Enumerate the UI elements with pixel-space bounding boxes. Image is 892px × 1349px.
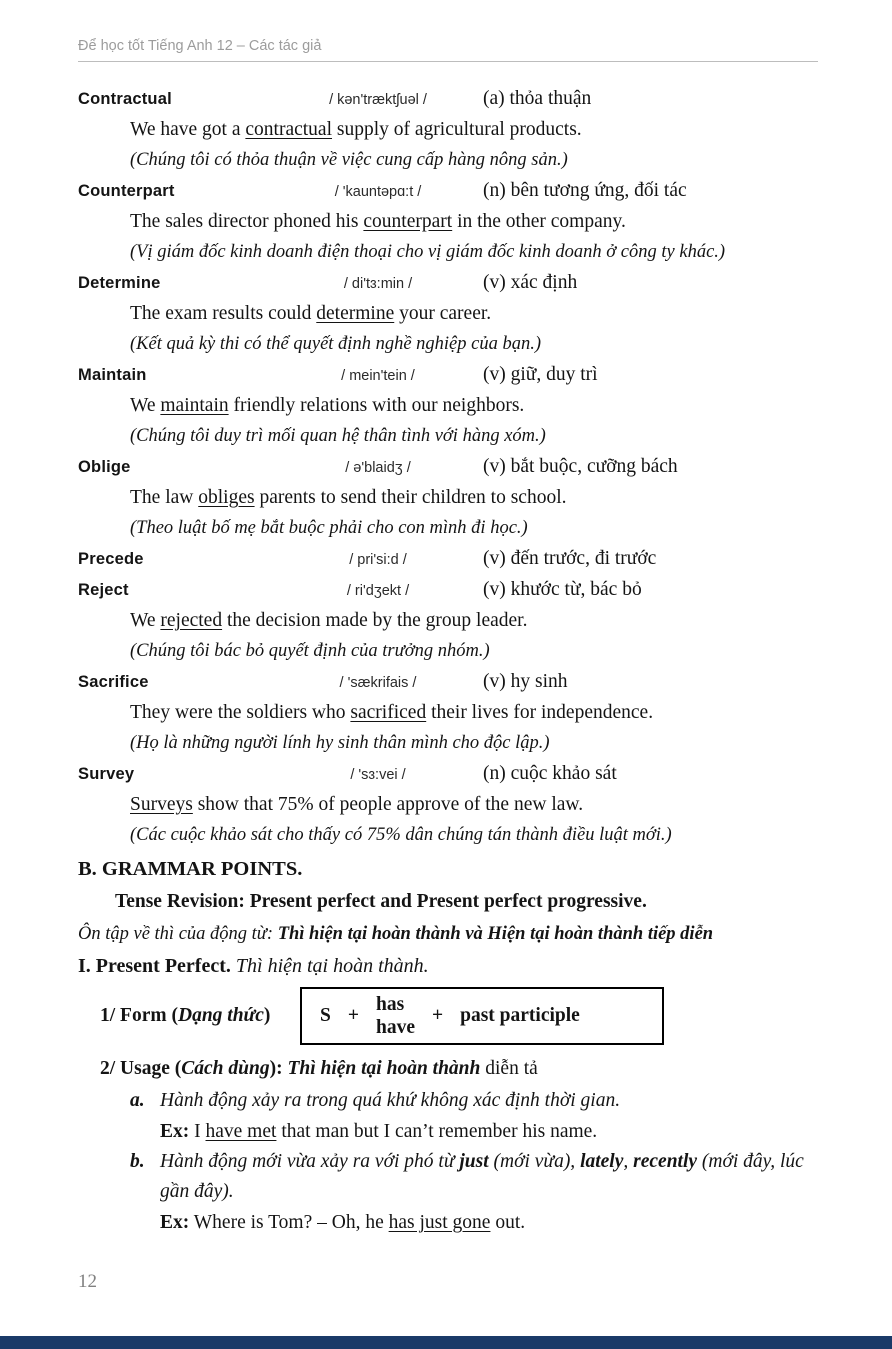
- vocab-example: [78, 790, 818, 820]
- vocab-meaning: (v) khước từ, bác bỏ: [483, 579, 642, 600]
- item-b-seg: (mới đây, lúc gần đây).: [160, 1151, 804, 1202]
- vocab-translation: (Chúng tôi bác bỏ quyết định của trưởng nhóm.): [130, 641, 490, 661]
- form-label: [100, 1005, 300, 1027]
- example-underlined-word: contractual: [245, 119, 333, 140]
- item-b-adverb: lately: [580, 1151, 624, 1172]
- vocab-headword-row: [78, 84, 818, 115]
- vocab-translation: (Kết quả kỳ thi có thể quyết định nghề nghiệp của bạn.): [130, 334, 542, 354]
- example-text: We: [130, 395, 161, 416]
- vocab-headword-row: [78, 759, 818, 790]
- usage-tense-name: Thì hiện tại hoàn thành: [287, 1058, 481, 1079]
- example-text: The law: [130, 487, 199, 508]
- example-text: We: [130, 610, 161, 631]
- example-text: The sales director phoned his: [130, 211, 364, 232]
- formula-subject: S: [320, 1005, 331, 1026]
- usage-colon: ):: [269, 1058, 288, 1079]
- item-b-seg: Hành động mới vừa xảy ra với phó từ: [160, 1151, 460, 1172]
- item-b-adverb: just: [459, 1151, 489, 1172]
- form-row: [78, 987, 818, 1045]
- example-underlined-phrase: has just gone: [388, 1212, 491, 1233]
- vocab-translation: (Chúng tôi có thỏa thuận về việc cung cấp hàng nông sản.): [130, 150, 568, 170]
- item-a-text: Hành động xảy ra trong quá khứ không xác định thời gian.: [160, 1090, 621, 1111]
- vocab-entry: [78, 268, 818, 360]
- example-underlined-word: Surveys: [130, 794, 193, 815]
- vocab-entry: [78, 360, 818, 452]
- grammar-section-title: B. GRAMMAR POINTS.: [78, 858, 303, 880]
- formula-plus: +: [347, 1005, 359, 1026]
- vocab-entry: [78, 544, 818, 575]
- vocab-word: Reject: [78, 581, 129, 599]
- form-formula-box: [300, 987, 664, 1045]
- vocab-translation: (Chúng tôi duy trì mối quan hệ thân tình với hàng xóm.): [130, 426, 546, 446]
- example-text: the decision made by the group leader.: [222, 610, 528, 631]
- vocab-pronunciation: / ri'dʒekt /: [346, 583, 410, 599]
- review-intro: Ôn tập về thì của động từ:: [78, 924, 278, 944]
- example-underlined-word: sacrificed: [350, 702, 427, 723]
- vocab-word: Oblige: [78, 458, 131, 476]
- vocab-translation: (Họ là những người lính hy sinh thân mình cho độc lập.): [130, 733, 550, 753]
- example-label: Ex:: [160, 1212, 190, 1233]
- item-a-label: a.: [130, 1090, 145, 1111]
- present-perfect-heading: [78, 950, 818, 982]
- example-text: that man but I can’t remember his name.: [276, 1121, 598, 1142]
- example-text: I: [189, 1121, 206, 1142]
- formula-has-have: [376, 993, 415, 1039]
- item-b-text: [160, 1147, 818, 1207]
- vocab-meaning: (v) giữ, duy trì: [483, 364, 598, 385]
- vocab-translation: (Các cuộc khảo sát cho thấy có 75% dân chúng tán thành điều luật mới.): [130, 825, 672, 845]
- item-b-label: b.: [130, 1151, 145, 1172]
- vocab-word: Maintain: [78, 366, 147, 384]
- formula-past-participle: past participle: [460, 1005, 580, 1026]
- usage-item-b: [78, 1147, 818, 1207]
- vocab-headword-row: [78, 544, 818, 575]
- vocab-example: [78, 606, 818, 636]
- example-text: We have got a: [130, 119, 246, 140]
- example-underlined-word: rejected: [160, 610, 223, 631]
- vocab-entry: [78, 575, 818, 667]
- formula-have: have: [375, 1017, 415, 1038]
- example-text: out.: [490, 1212, 526, 1233]
- vocab-example: [78, 207, 818, 237]
- vocab-headword-row: [78, 268, 818, 299]
- vocab-pronunciation: / 'sɜ:vei /: [350, 767, 406, 783]
- vocab-example: [78, 483, 818, 513]
- vocab-entry: [78, 84, 818, 176]
- vocab-pronunciation: / 'sækrifais /: [339, 675, 417, 691]
- vocab-word: Determine: [78, 274, 161, 292]
- vocab-entry: [78, 452, 818, 544]
- review-line: [78, 918, 818, 950]
- vocab-headword-row: [78, 452, 818, 483]
- vocab-example: [78, 391, 818, 421]
- example-text: supply of agricultural products.: [332, 119, 582, 140]
- vocab-pronunciation: / kən'træktʃuəl /: [329, 92, 427, 108]
- formula-has: has: [375, 994, 405, 1015]
- item-b-example: [78, 1207, 818, 1238]
- usage-tail: diễn tả: [480, 1058, 538, 1079]
- vocab-example: [78, 115, 818, 145]
- vocab-pronunciation: / ə'blaidʒ /: [345, 460, 411, 476]
- vocab-word: Contractual: [78, 90, 172, 108]
- vocab-meaning: (v) xác định: [483, 272, 578, 293]
- vocab-headword-row: [78, 667, 818, 698]
- example-underlined-phrase: have met: [205, 1121, 277, 1142]
- vocab-meaning: (n) cuộc khảo sát: [483, 763, 617, 784]
- present-perfect-heading-en: I. Present Perfect.: [78, 955, 231, 977]
- vocab-translation: (Theo luật bố mẹ bắt buộc phải cho con mình đi học.): [130, 518, 528, 538]
- bottom-decorative-bar: [0, 1336, 892, 1349]
- form-label-end: ): [263, 1005, 271, 1026]
- vocab-meaning: (n) bên tương ứng, đối tác: [483, 180, 687, 201]
- vocab-entry: [78, 759, 818, 851]
- example-text: your career.: [394, 303, 492, 324]
- item-b-seg: (mới vừa),: [488, 1151, 581, 1172]
- example-text: Where is Tom? – Oh, he: [189, 1212, 389, 1233]
- present-perfect-heading-vi: Thì hiện tại hoàn thành.: [230, 955, 429, 977]
- example-underlined-word: determine: [316, 303, 395, 324]
- example-text: The exam results could: [130, 303, 317, 324]
- item-b-seg: ,: [623, 1151, 634, 1172]
- vocab-meaning: (v) đến trước, đi trước: [483, 548, 657, 569]
- vocab-word: Survey: [78, 765, 135, 783]
- vocab-pronunciation: / mein'tein /: [341, 368, 415, 384]
- usage-line: [78, 1052, 818, 1086]
- formula-plus: +: [431, 1005, 444, 1026]
- item-b-adverb: recently: [633, 1151, 698, 1172]
- vocab-translation: (Vị giám đốc kinh doanh điện thoại cho vị giám đốc kinh doanh ở công ty khác.): [130, 242, 726, 262]
- vocab-entry: [78, 176, 818, 268]
- example-underlined-word: maintain: [160, 395, 229, 416]
- usage-label-vi: Cách dùng: [181, 1058, 270, 1079]
- vocab-headword-row: [78, 575, 818, 606]
- usage-label: 2/ Usage (: [100, 1058, 182, 1079]
- form-label-bold: 1/ Form (: [100, 1005, 178, 1026]
- vocab-word: Sacrifice: [78, 673, 149, 691]
- example-text: their lives for independence.: [426, 702, 654, 723]
- vocab-meaning: (v) bắt buộc, cưỡng bách: [483, 456, 678, 477]
- vocab-pronunciation: / pri'si:d /: [349, 552, 407, 568]
- vocab-pronunciation: / 'kauntəpɑ:t /: [334, 184, 422, 200]
- example-text: They were the soldiers who: [130, 702, 351, 723]
- usage-item-a: [78, 1086, 818, 1116]
- vocab-example: [78, 299, 818, 329]
- item-a-example: [78, 1116, 818, 1147]
- example-text: friendly relations with our neighbors.: [228, 395, 525, 416]
- example-text: in the other company.: [452, 211, 626, 232]
- example-text: show that 75% of people approve of the new law.: [192, 794, 584, 815]
- example-label: Ex:: [160, 1121, 190, 1142]
- vocab-meaning: (v) hy sinh: [483, 671, 568, 692]
- vocab-word: Precede: [78, 550, 144, 568]
- running-header: Để học tốt Tiếng Anh 12 – Các tác giả: [78, 38, 818, 62]
- vocab-example: [78, 698, 818, 728]
- vocab-headword-row: [78, 176, 818, 207]
- vocab-entry: [78, 667, 818, 759]
- review-bold: Thì hiện tại hoàn thành và Hiện tại hoàn thành tiếp diễn: [277, 924, 714, 944]
- page-number: 12: [78, 1271, 97, 1292]
- vocab-headword-row: [78, 360, 818, 391]
- vocab-word: Counterpart: [78, 182, 175, 200]
- form-label-italic: Dạng thức: [177, 1005, 264, 1026]
- vocab-pronunciation: / di'tɜ:min /: [343, 276, 413, 292]
- example-underlined-word: obliges: [198, 487, 255, 508]
- example-underlined-word: counterpart: [363, 211, 453, 232]
- tense-revision-heading: Tense Revision: Present perfect and Present perfect progressive.: [115, 891, 647, 912]
- example-text: parents to send their children to school.: [254, 487, 567, 508]
- vocab-meaning: (a) thỏa thuận: [483, 88, 592, 109]
